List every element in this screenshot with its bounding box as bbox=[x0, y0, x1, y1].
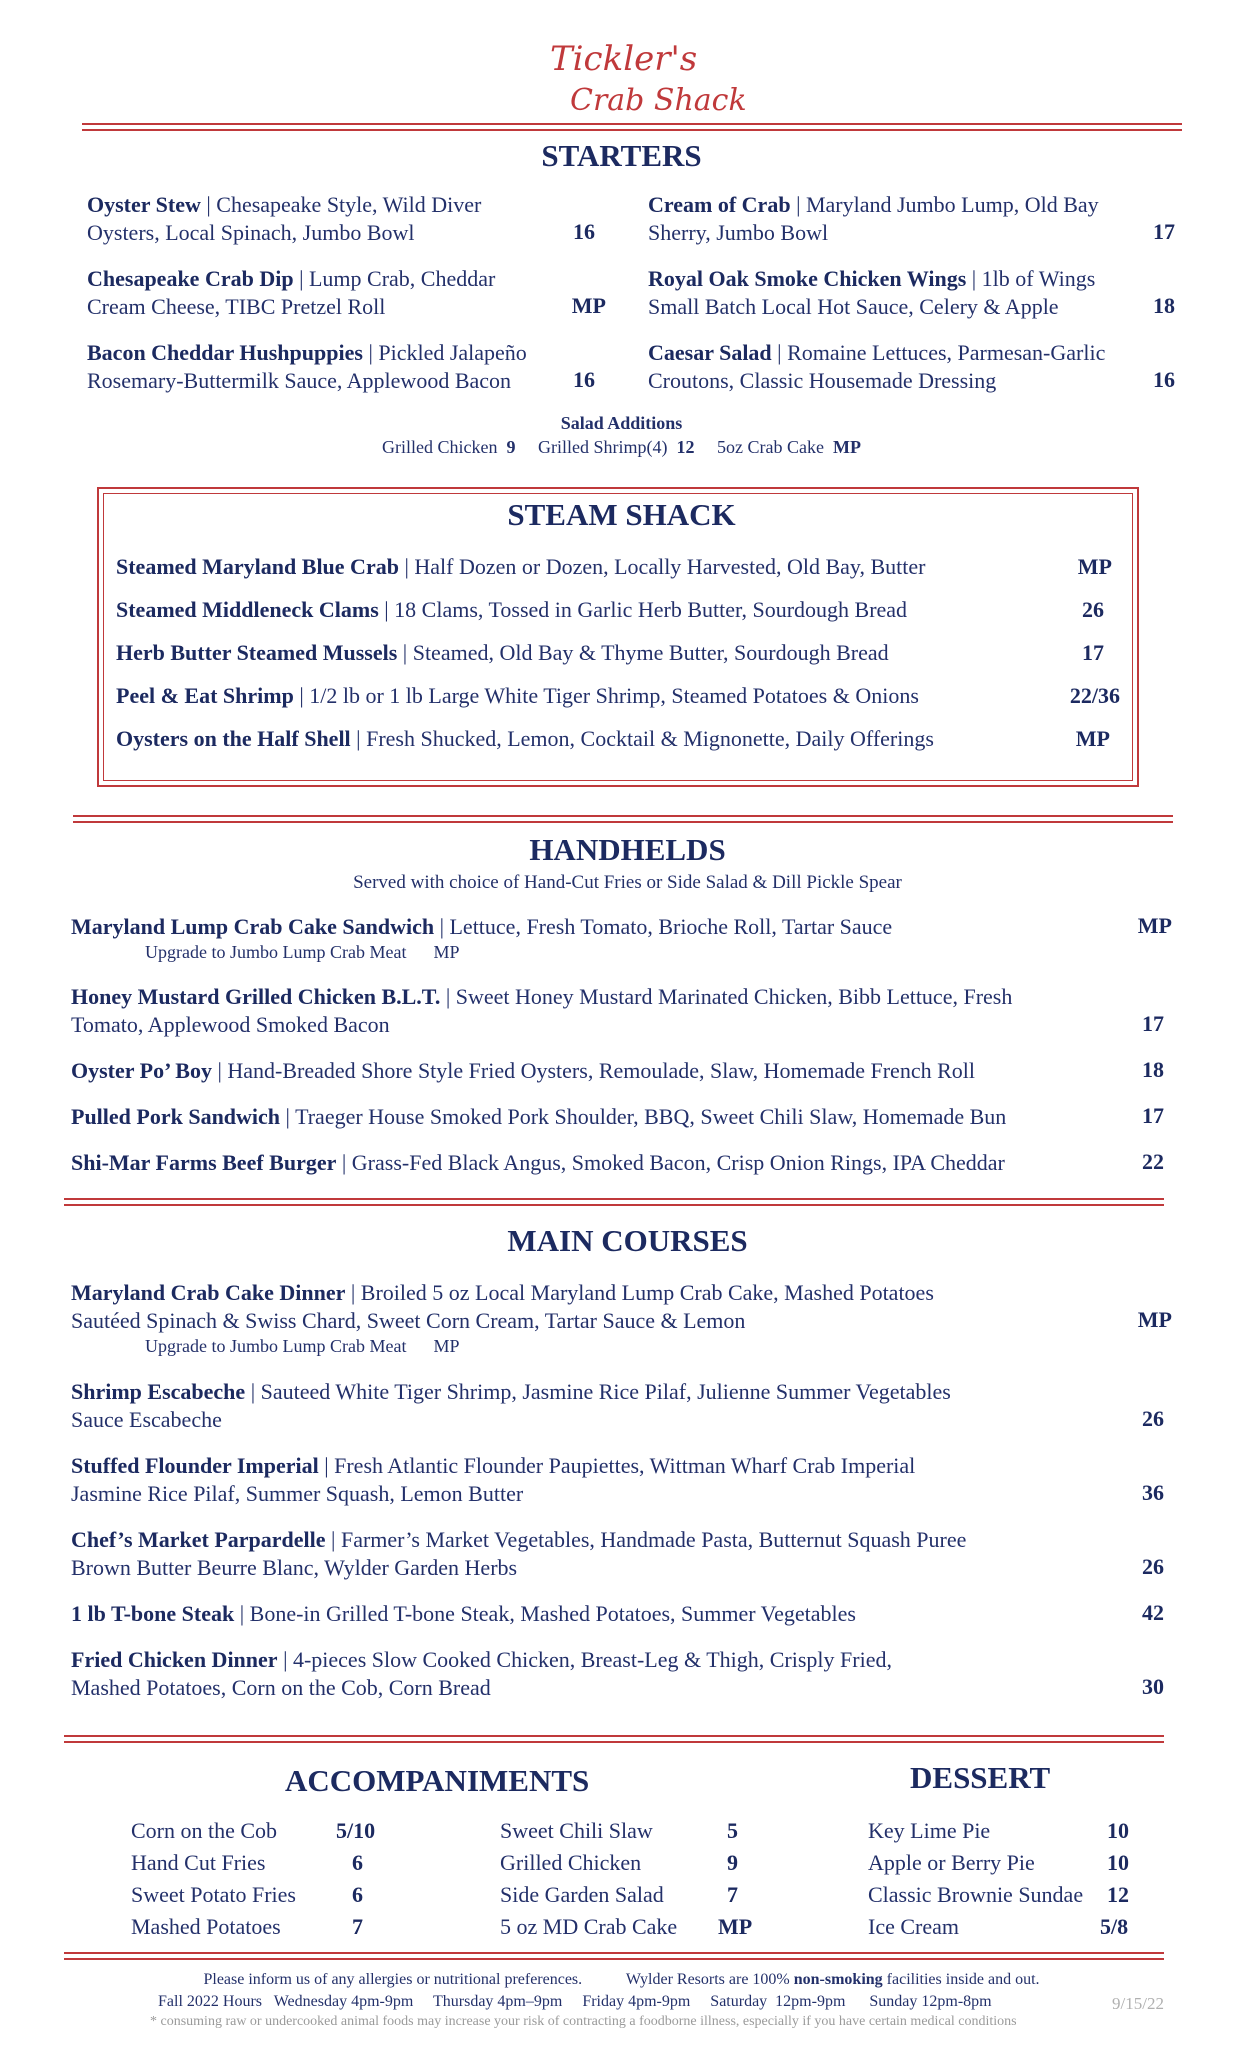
starter-oyster-stew: Oyster Stew | Chesapeake Style, Wild Diver Oysters, Local Spinach, Jumbo Bowl bbox=[87, 192, 482, 245]
price: MP bbox=[571, 293, 606, 318]
price: 6 bbox=[352, 1850, 363, 1875]
acc-item: Hand Cut Fries bbox=[131, 1850, 266, 1875]
logo-line2: Crab Shack bbox=[570, 83, 747, 118]
acc-item: Side Garden Salad bbox=[500, 1882, 664, 1907]
divider bbox=[64, 1735, 1164, 1743]
price: MP bbox=[718, 1914, 753, 1939]
starters-title: STARTERS bbox=[541, 138, 702, 173]
main-crab-cake-dinner: Maryland Crab Cake Dinner | Broiled 5 oz Local Maryland Lump Crab Cake, Mashed Potatoes Sautéed Spinach & Swiss Chard, Sweet Corn Cream, Tartar Sauce & Lemon bbox=[71, 1280, 934, 1333]
price: 17 bbox=[1153, 219, 1175, 244]
logo-line1: Tickler's bbox=[550, 39, 698, 79]
handheld-pulled-pork: Pulled Pork Sandwich | Traeger House Smoked Pork Shoulder, BBQ, Sweet Chili Slaw, Homemade Bun bbox=[71, 1104, 1007, 1129]
price: MP bbox=[1137, 913, 1172, 938]
acc-item: Sweet Chili Slaw bbox=[500, 1818, 653, 1843]
price: 10 bbox=[1107, 1850, 1129, 1875]
main-tbone: 1 lb T-bone Steak | Bone-in Grilled T-bone Steak, Mashed Potatoes, Summer Vegetables bbox=[71, 1601, 856, 1626]
handheld-blt: Honey Mustard Grilled Chicken B.L.T. | Sweet Honey Mustard Marinated Chicken, Bibb Lettuce, Fresh Tomato, Applewood Smoked Bacon bbox=[71, 984, 1013, 1037]
price: 17 bbox=[1142, 1103, 1164, 1128]
steam-item: Peel & Eat Shrimp | 1/2 lb or 1 lb Large White Tiger Shrimp, Steamed Potatoes & Onions bbox=[116, 683, 919, 708]
price: 5 bbox=[727, 1818, 738, 1843]
price: 16 bbox=[1153, 367, 1175, 392]
starter-caesar: Caesar Salad | Romaine Lettuces, Parmesan-Garlic Croutons, Classic Housemade Dressing bbox=[648, 340, 1106, 393]
dessert-item: Ice Cream bbox=[868, 1914, 959, 1939]
price: 22/36 bbox=[1069, 683, 1120, 708]
steam-item: Steamed Maryland Blue Crab | Half Dozen or Dozen, Locally Harvested, Old Bay, Butter bbox=[116, 554, 926, 579]
acc-item: 5 oz MD Crab Cake bbox=[500, 1914, 678, 1939]
price: 26 bbox=[1142, 1406, 1164, 1431]
price: 26 bbox=[1142, 1554, 1164, 1579]
handheld-crab-cake-sandwich: Maryland Lump Crab Cake Sandwich | Lettuce, Fresh Tomato, Brioche Roll, Tartar Sauce bbox=[71, 914, 893, 939]
price: 7 bbox=[352, 1914, 363, 1939]
main-flounder: Stuffed Flounder Imperial | Fresh Atlantic Flounder Paupiettes, Wittman Wharf Crab Imperial Jasmine Rice Pilaf, Summer Squash, Lemon Butter bbox=[71, 1453, 916, 1506]
starter-wings: Royal Oak Smoke Chicken Wings | 1lb of Wings Small Batch Local Hot Sauce, Celery & Apple bbox=[648, 266, 1096, 319]
dessert-item: Key Lime Pie bbox=[868, 1818, 991, 1843]
price: MP bbox=[1075, 726, 1110, 751]
price: 5/10 bbox=[336, 1818, 376, 1843]
upgrade-note: Upgrade to Jumbo Lump Crab Meat MP bbox=[145, 1336, 460, 1356]
price: 16 bbox=[573, 219, 595, 244]
price: 26 bbox=[1082, 597, 1104, 622]
logo bbox=[540, 28, 747, 128]
price: 10 bbox=[1107, 1818, 1129, 1843]
acc-item: Sweet Potato Fries bbox=[131, 1882, 296, 1907]
main-fried-chicken: Fried Chicken Dinner | 4-pieces Slow Cooked Chicken, Breast-Leg & Thigh, Crisply Fried, Mashed Potatoes, Corn on the Cob, Corn Bread bbox=[71, 1647, 892, 1700]
upgrade-note: Upgrade to Jumbo Lump Crab Meat MP bbox=[145, 942, 460, 962]
price: 17 bbox=[1082, 640, 1104, 665]
starter-hushpuppies: Bacon Cheddar Hushpuppies | Pickled Jalapeño Rosemary-Buttermilk Sauce, Applewood Bacon bbox=[87, 340, 527, 393]
footer-date: 9/15/22 bbox=[1112, 1994, 1164, 2013]
accompaniments-title: ACCOMPANIMENTS bbox=[285, 1763, 590, 1798]
steam-item: Steamed Middleneck Clams | 18 Clams, Tossed in Garlic Herb Butter, Sourdough Bread bbox=[116, 597, 908, 622]
footer-disclaimer: * consuming raw or undercooked animal foods may increase your risk of contracting a foodborne illness, especially if you have certain medical conditions bbox=[150, 2014, 1017, 2029]
price: MP bbox=[1137, 1307, 1172, 1332]
price: 18 bbox=[1142, 1057, 1164, 1082]
steam-item: Oysters on the Half Shell | Fresh Shucked, Lemon, Cocktail & Mignonette, Daily Offerings bbox=[116, 726, 934, 751]
footer-notes: Please inform us of any allergies or nutritional preferences. Wylder Resorts are 100% non-smoking facilities inside and out. bbox=[203, 1971, 1040, 1988]
main-parpardelle: Chef’s Market Parpardelle | Farmer’s Market Vegetables, Handmade Pasta, Butternut Squash Puree Brown Butter Beurre Blanc, Wylder Garden Herbs bbox=[71, 1527, 967, 1580]
handhelds-title: HANDHELDS bbox=[529, 832, 726, 867]
starter-cream-of-crab: Cream of Crab | Maryland Jumbo Lump, Old Bay Sherry, Jumbo Bowl bbox=[648, 192, 1099, 245]
divider bbox=[82, 123, 1182, 131]
price: 12 bbox=[1107, 1882, 1129, 1907]
footer-hours: Fall 2022 Hours Wednesday 4pm-9pm Thursday 4pm–9pm Friday 4pm-9pm Saturday 12pm-9pm Sunday 12pm-8pm bbox=[158, 1993, 992, 2010]
price: 30 bbox=[1142, 1674, 1164, 1699]
price: 7 bbox=[727, 1882, 738, 1907]
handhelds-subtitle: Served with choice of Hand-Cut Fries or Side Salad & Dill Pickle Spear bbox=[353, 872, 902, 893]
dessert-item: Classic Brownie Sundae bbox=[868, 1882, 1084, 1907]
handheld-burger: Shi-Mar Farms Beef Burger | Grass-Fed Black Angus, Smoked Bacon, Crisp Onion Rings, IPA Cheddar bbox=[71, 1150, 1005, 1175]
price: MP bbox=[1077, 554, 1112, 579]
dessert-item: Apple or Berry Pie bbox=[868, 1850, 1035, 1875]
price: 42 bbox=[1142, 1600, 1164, 1625]
steam-title: STEAM SHACK bbox=[507, 497, 736, 532]
acc-item: Mashed Potatoes bbox=[131, 1914, 281, 1939]
price: 17 bbox=[1142, 1011, 1164, 1036]
starter-crab-dip: Chesapeake Crab Dip | Lump Crab, Cheddar Cream Cheese, TIBC Pretzel Roll bbox=[87, 266, 496, 319]
price: 36 bbox=[1142, 1480, 1164, 1505]
divider bbox=[64, 1198, 1164, 1206]
mains-title: MAIN COURSES bbox=[507, 1223, 748, 1258]
salad-additions-title: Salad Additions bbox=[560, 413, 683, 433]
price: 5/8 bbox=[1100, 1914, 1129, 1939]
dessert-title: DESSERT bbox=[910, 1760, 1051, 1795]
price: 18 bbox=[1153, 293, 1175, 318]
price: 16 bbox=[573, 367, 595, 392]
divider bbox=[64, 1952, 1164, 1960]
price: 6 bbox=[352, 1882, 363, 1907]
price: 22 bbox=[1142, 1149, 1164, 1174]
acc-item: Corn on the Cob bbox=[131, 1818, 278, 1843]
salad-additions: Grilled Chicken 9 Grilled Shrimp(4) 12 5oz Crab Cake MP bbox=[382, 437, 861, 457]
handheld-po-boy: Oyster Po’ Boy | Hand-Breaded Shore Style Fried Oysters, Remoulade, Slaw, Homemade French Roll bbox=[71, 1058, 975, 1083]
divider bbox=[73, 815, 1173, 823]
price: 9 bbox=[727, 1850, 738, 1875]
acc-item: Grilled Chicken bbox=[500, 1850, 642, 1875]
steam-item: Herb Butter Steamed Mussels | Steamed, Old Bay & Thyme Butter, Sourdough Bread bbox=[116, 640, 889, 665]
main-shrimp-escabeche: Shrimp Escabeche | Sauteed White Tiger Shrimp, Jasmine Rice Pilaf, Julienne Summer Vegetables Sauce Escabeche bbox=[71, 1379, 951, 1432]
